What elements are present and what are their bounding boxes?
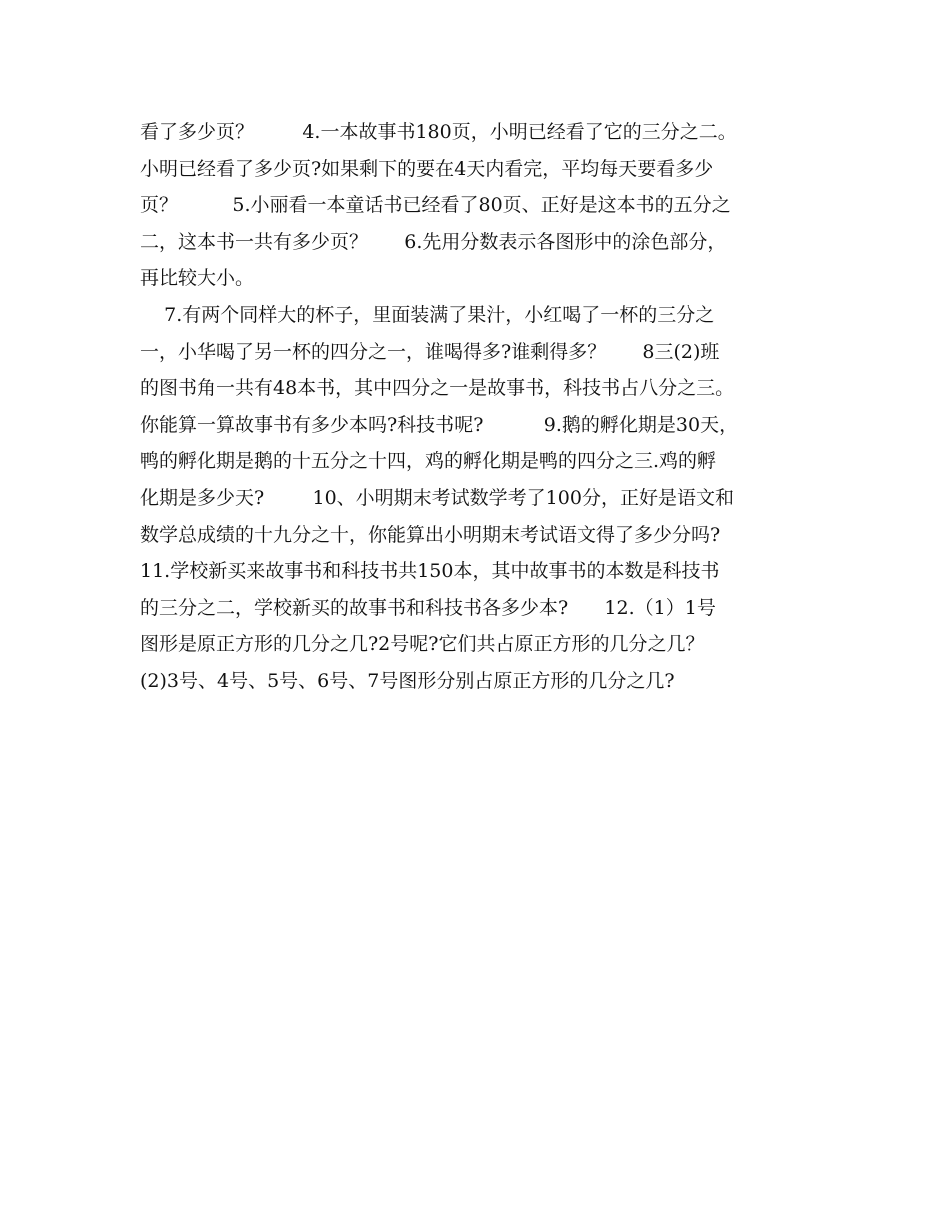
text-line-5: 再比较大小。 (140, 267, 255, 290)
text-line-11: 化期是多少天? 10、小明期末考试数学考了100分，正好是语文和 (140, 486, 734, 509)
text-line-3: 页？ 5.小丽看一本童话书已经看了80页、正好是这本书的五分之 (140, 194, 731, 217)
text-line-2: 小明已经看了多少页?如果剩下的要在4天内看完，平均每天要看多少 (140, 157, 714, 180)
text-line-13: 11.学校新买来故事书和科技书共150本，其中故事书的本数是科技书 (140, 560, 720, 583)
text-line-16: (2)3号、4号、5号、6号、7号图形分别占原正方形的几分之几? (140, 669, 675, 692)
text-line-15: 图形是原正方形的几分之几?2号呢?它们共占原正方形的几分之几？ (140, 633, 705, 656)
document-body (140, 114, 830, 700)
text-line-7: 一，小华喝了另一杯的四分之一，谁喝得多?谁剩得多？ 8三(2)班 (140, 340, 720, 363)
text-line-12: 数学总成绩的十九分之十，你能算出小明期末考试语文得了多少分吗? (140, 523, 721, 546)
text-line-8: 的图书角一共有48本书，其中四分之一是故事书，科技书占八分之三。 (140, 377, 735, 400)
text-line-4: 二，这本书一共有多少页？ 6.先用分数表示各图形中的涂色部分， (140, 230, 727, 253)
text-line-9: 你能算一算故事书有多少本吗?科技书呢? 9.鹅的孵化期是30天， (140, 413, 739, 436)
text-line-10: 鸭的孵化期是鹅的十五分之十四，鸡的孵化期是鸭的四分之三.鸡的孵 (140, 450, 717, 473)
text-line-14: 的三分之二，学校新买的故事书和科技书各多少本? 12.（1）1号 (140, 596, 716, 619)
text-line-6: 7.有两个同样大的杯子，里面装满了果汁，小红喝了一杯的三分之 (140, 303, 715, 326)
text-line-1: 看了多少页？ 4.一本故事书180页，小明已经看了它的三分之二。 (140, 121, 737, 143)
